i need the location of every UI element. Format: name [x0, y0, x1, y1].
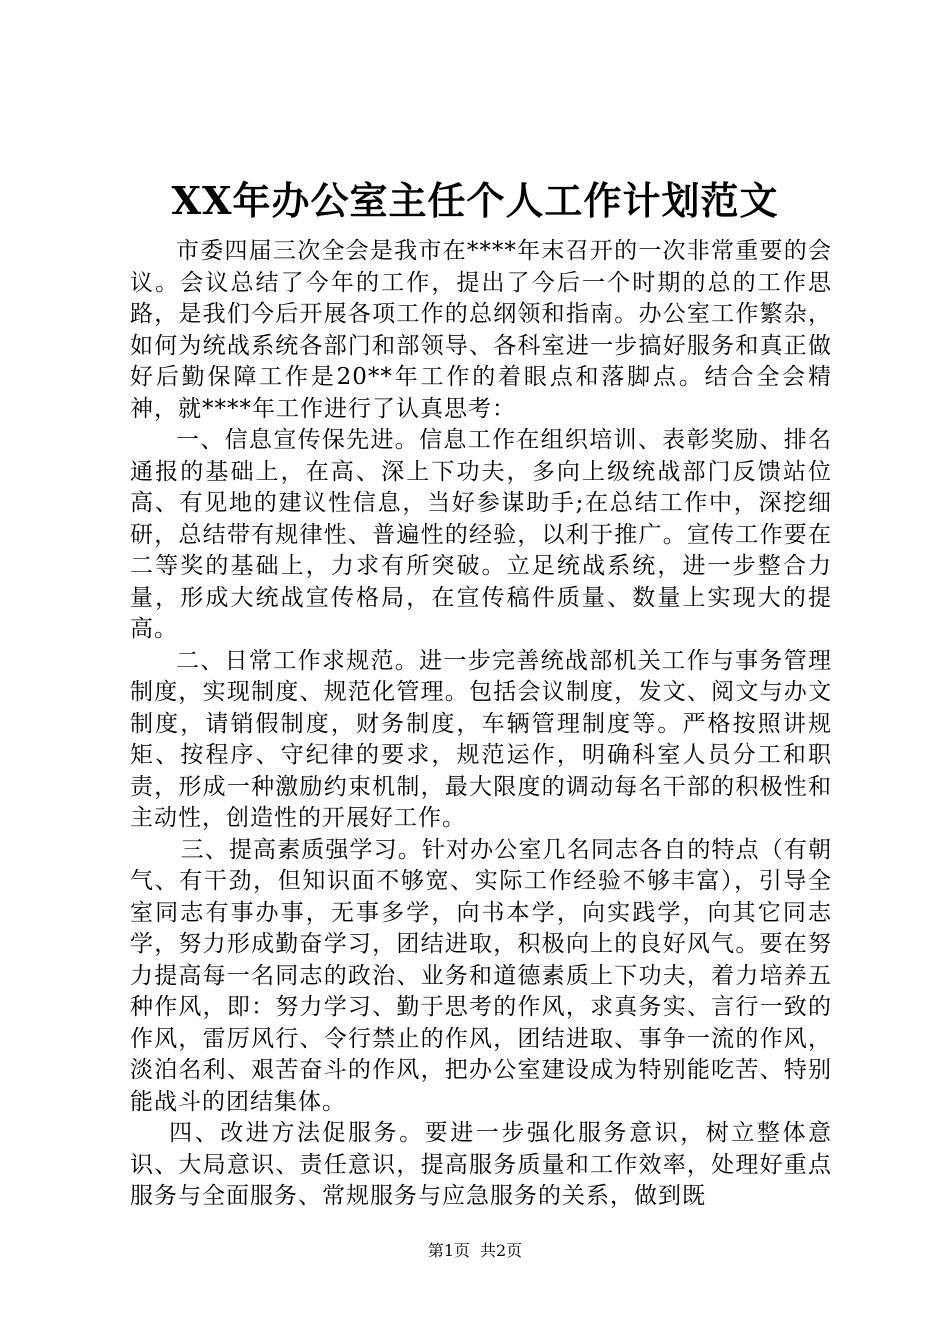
page-number: 第1页	[427, 1241, 470, 1260]
section-paragraph-daily-work: 二、日常工作求规范。进一步完善统战部机关工作与事务管理制度，实现制度、规范化管理。包括会议制度，发文、阅文与办文制度，请销假制度，财务制度，车辆管理制度等。严格按照讲规矩、按程序、守纪律的要求，规范运作，明确科室人员分工和职责，形成一种激励约束机制，最大限度的调动每名干部的积极性和主动性，创造性的开展好工作。	[130, 647, 832, 831]
document-body	[130, 236, 832, 1213]
section-paragraph-study: 三、提高素质强学习。针对办公室几名同志各自的特点（有朝气、有干劲，但知识面不够宽、实际工作经验不够丰富），引导全室同志有事办事，无事多学，向书本学，向实践学，向其它同志学，努力形成勤奋学习，团结进取，积极向上的良好风气。要在努力提高每一名同志的政治、业务和道德素质上下功夫，着力培养五种作风，即：努力学习、勤于思考的作风，求真务实、言行一致的作风，雷厉风行、令行禁止的作风，团结进取、事争一流的作风，淡泊名利、艰苦奋斗的作风，把办公室建设成为特别能吃苦、特别能战斗的团结集体。	[130, 836, 832, 1115]
page-total: 共2页	[480, 1241, 523, 1260]
intro-paragraph: 市委四届三次全会是我市在****年末召开的一次非常重要的会议。会议总结了今年的工作，提出了今后一个时期的总的工作思路，是我们今后开展各项工作的总纲领和指南。办公室工作繁杂，如何为统战系统各部门和部领导、各科室进一步搞好服务和真正做好后勤保障工作是20**年工作的着眼点和落脚点。结合全会精神，就****年工作进行了认真思考：	[130, 238, 832, 422]
section-paragraph-service: 四、改进方法促服务。要进一步强化服务意识，树立整体意识、大局意识、责任意识，提高服务质量和工作效率，处理好重点服务与全面服务、常规服务与应急服务的关系，做到既	[130, 1120, 832, 1209]
page-footer	[0, 1241, 950, 1261]
section-paragraph-information: 一、信息宣传保先进。信息工作在组织培训、表彰奖励、排名通报的基础上，在高、深上下功夫，多向上级统战部门反馈站位高、有见地的建议性信息，当好参谋助手;在总结工作中，深挖细研，总结带有规律性、普遍性的经验，以利于推广。宣传工作要在二等奖的基础上，力求有所突破。立足统战系统，进一步整合力量，形成大统战宣传格局，在宣传稿件质量、数量上实现大的提高。	[130, 427, 832, 642]
document-title: XX年办公室主任个人工作计划范文	[171, 178, 779, 223]
